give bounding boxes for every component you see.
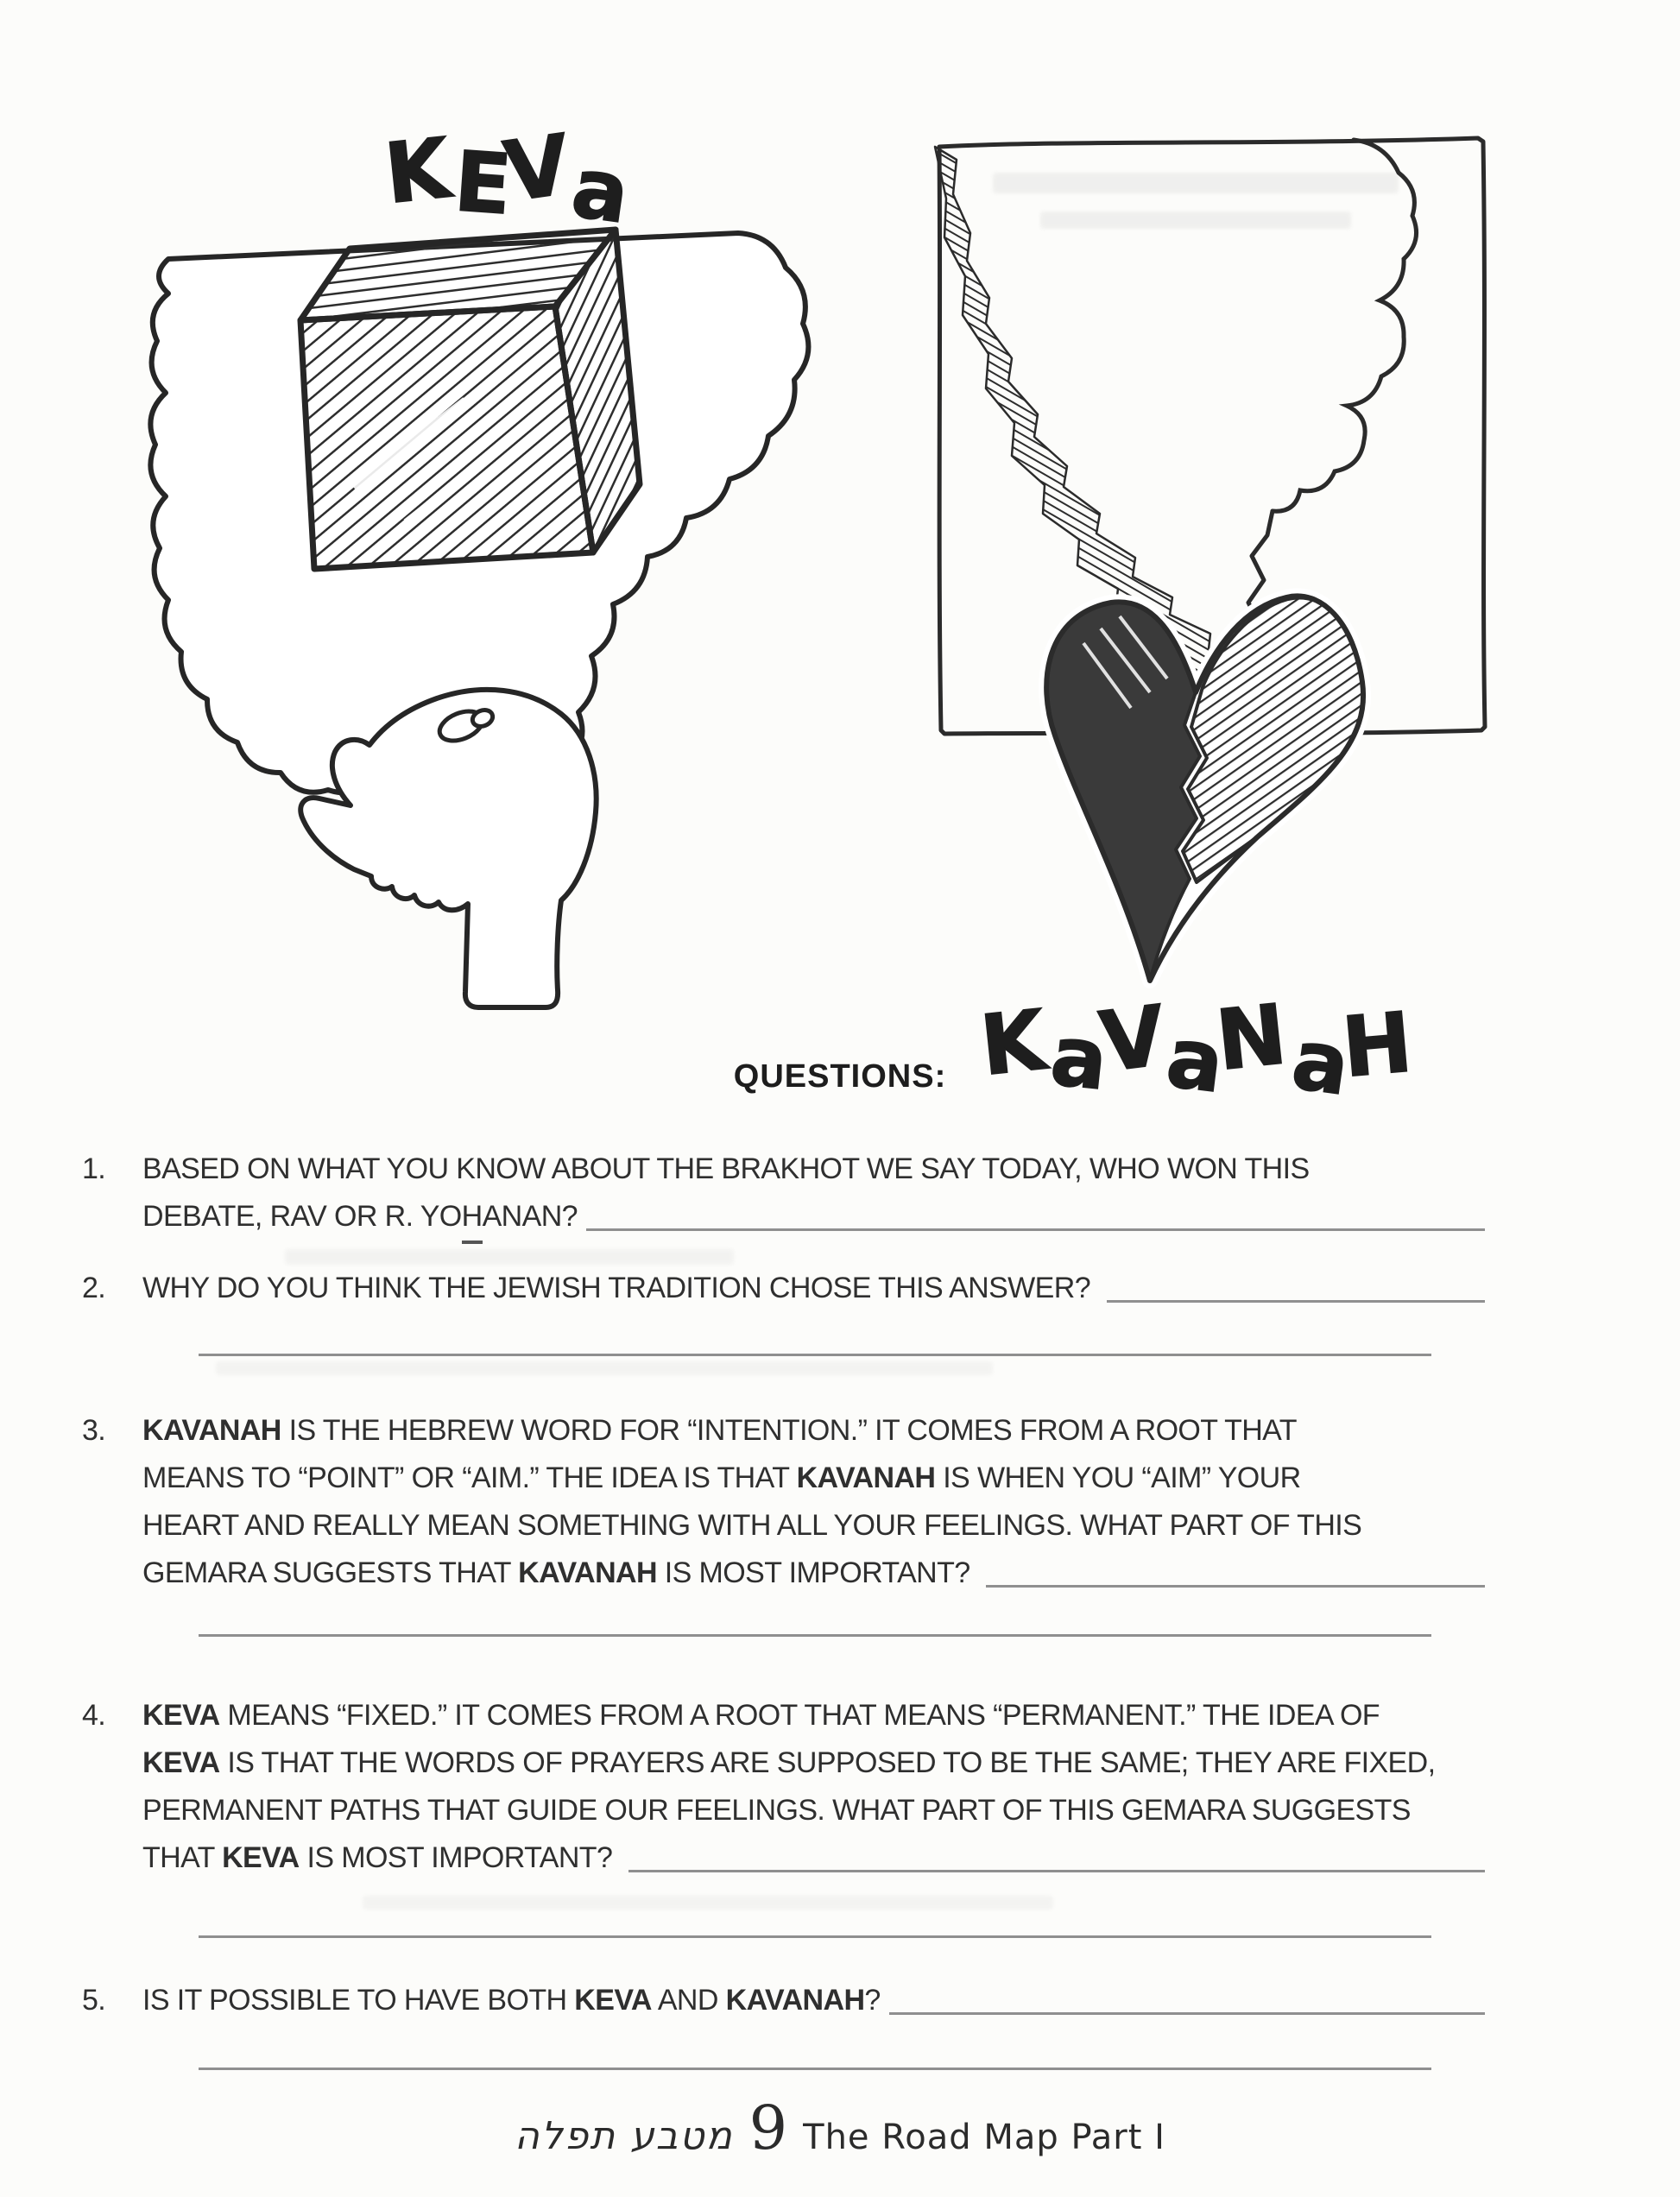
question-body [142, 1407, 1485, 1692]
question-text-segment: IS THAT THE WORDS OF PRAYERS ARE SUPPOSED TO BE THE SAME; THEY ARE FIXED, [219, 1746, 1436, 1779]
question-text-line [142, 1146, 1485, 1193]
question-text-segment: DEBATE, RAV OR R. YO [142, 1200, 462, 1233]
page-footer [0, 2093, 1680, 2163]
answer-line-full [199, 2068, 1431, 2070]
question-text-segment: PERMANENT PATHS THAT GUIDE OUR FEELINGS. WHAT PART OF THIS GEMARA SUGGESTS [142, 1794, 1411, 1827]
question-number: 1. [82, 1152, 106, 1185]
question-text-segment: KEVA [574, 1984, 652, 2017]
question-text-line [142, 1739, 1485, 1787]
kavanah-illustration [915, 78, 1519, 1105]
question-number: 2. [82, 1272, 106, 1304]
keva-label: KEVa [380, 117, 635, 243]
question-text-segment: ? [864, 1984, 881, 2017]
question-text-line [142, 1455, 1485, 1502]
question-text-line [142, 1502, 1485, 1550]
question-text-segment: KAVANAH [725, 1984, 865, 2017]
answer-blank-line [628, 1834, 1485, 1872]
keva-cube [300, 230, 640, 569]
question-text-segment: H [462, 1193, 483, 1244]
question-text-segment: THAT [142, 1841, 223, 1874]
question-body [142, 1692, 1485, 1977]
question-text-line [142, 1834, 1485, 1882]
question-body [142, 1977, 1485, 2070]
page-number: 9 [748, 2093, 788, 2163]
question-item [82, 1692, 1485, 1977]
question-text-segment: KEVA [142, 1699, 220, 1732]
question-text-segment: KEVA [142, 1746, 220, 1779]
question-text-line [142, 1692, 1485, 1739]
question-text-segment: IS THE HEBREW WORD FOR “INTENTION.” IT COMES FROM A ROOT THAT [281, 1414, 1297, 1447]
answer-line-full [199, 1634, 1431, 1637]
question-text-segment: IS WHEN YOU “AIM” YOUR [935, 1462, 1301, 1494]
question-number: 3. [82, 1414, 106, 1447]
kavanah-label: KaVaNaH [976, 986, 1417, 1105]
question-number: 5. [82, 1984, 106, 2017]
question-text-segment: GEMARA SUGGESTS THAT [142, 1556, 519, 1589]
question-text-segment: WHY DO YOU THINK THE JEWISH TRADITION CHOSE THIS ANSWER? [142, 1272, 1098, 1304]
question-text-line [142, 1550, 1485, 1597]
question-item [82, 1146, 1485, 1241]
question-text-segment: KAVANAH [796, 1462, 936, 1494]
question-text-segment: IS IT POSSIBLE TO HAVE BOTH [142, 1984, 575, 2017]
question-text-segment: MEANS TO “POINT” OR “AIM.” THE IDEA IS THAT [142, 1462, 797, 1494]
question-text-segment: BASED ON WHAT YOU KNOW ABOUT THE BRAKHOT WE SAY TODAY, WHO WON THIS [142, 1152, 1310, 1185]
question-body [142, 1146, 1485, 1241]
question-text-segment: KAVANAH [142, 1414, 281, 1447]
question-body [142, 1265, 1485, 1407]
question-text-line [142, 1193, 1485, 1241]
question-text-line [142, 1265, 1485, 1312]
question-text-segment: IS MOST IMPORTANT? [299, 1841, 621, 1874]
question-text-segment: MEANS “FIXED.” IT COMES FROM A ROOT THAT MEANS “PERMANENT.” THE IDEA OF [219, 1699, 1380, 1732]
question-text-segment: ANAN? [482, 1200, 578, 1233]
hebrew-series-title: מטבע תפלה [515, 2114, 734, 2158]
answer-blank-line [1107, 1265, 1485, 1303]
answer-line-full [199, 1935, 1431, 1938]
answer-blank-line [986, 1550, 1485, 1588]
question-text-line [142, 1407, 1485, 1455]
question-text-line [142, 1977, 1485, 2024]
questions-heading: QUESTIONS: [733, 1058, 947, 1095]
question-text-segment: KAVANAH [518, 1556, 657, 1589]
question-item [82, 1977, 1485, 2070]
question-number: 4. [82, 1699, 106, 1732]
answer-blank-line [889, 1977, 1485, 2015]
question-text-segment: AND [651, 1984, 726, 2017]
series-title: The Road Map Part I [803, 2118, 1165, 2157]
questions-list [82, 1146, 1485, 2070]
answer-blank-line [586, 1193, 1485, 1231]
keva-illustration [95, 73, 863, 1049]
question-text-segment: KEVA [222, 1841, 300, 1874]
question-text-segment: HEART AND REALLY MEAN SOMETHING WITH ALL YOUR FEELINGS. WHAT PART OF THIS [142, 1509, 1362, 1542]
question-text-line [142, 1787, 1485, 1834]
question-text-segment: IS MOST IMPORTANT? [656, 1556, 978, 1589]
question-item [82, 1407, 1485, 1692]
answer-line-full [199, 1354, 1431, 1356]
question-item [82, 1265, 1485, 1407]
tear-scallop-curve [1273, 140, 1417, 511]
